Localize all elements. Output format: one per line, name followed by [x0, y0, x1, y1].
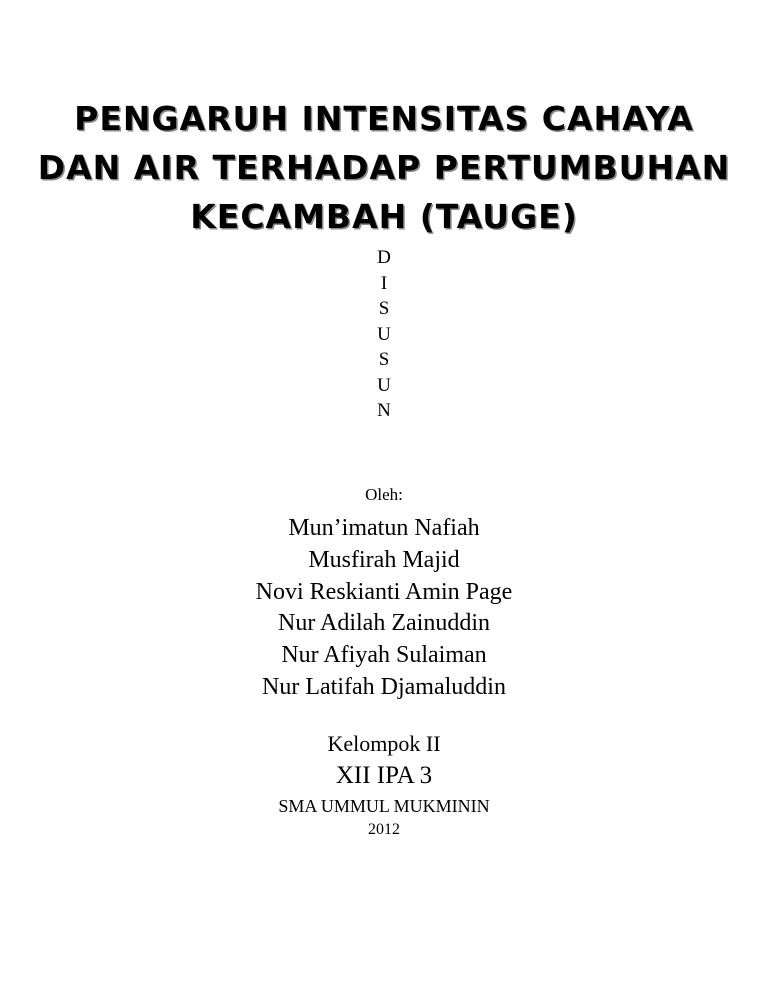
disusun-letter: D — [377, 247, 391, 268]
year-label: 2012 — [368, 821, 400, 838]
author-name: Novi Reskianti Amin Page — [255, 578, 513, 605]
author-name: Nur Adilah Zainuddin — [278, 610, 490, 637]
disusun-letter: S — [378, 349, 390, 370]
group-label: Kelompok II — [327, 731, 441, 756]
disusun-vertical-text — [344, 245, 424, 424]
title-line-1: PENGARUH INTENSITAS CAHAYA — [74, 99, 694, 138]
disusun-letter: I — [380, 272, 388, 294]
author-name: Nur Latifah Djamaluddin — [262, 673, 506, 700]
title-line-2: DAN AIR TERHADAP PERTUMBUHAN — [37, 148, 731, 187]
author-name: Musfirah Majid — [308, 546, 460, 573]
author-name: Nur Afiyah Sulaiman — [281, 642, 487, 669]
class-label: XII IPA 3 — [335, 762, 433, 789]
author-list — [0, 513, 768, 704]
disusun-letter: U — [377, 323, 391, 345]
disusun-letter: S — [378, 298, 390, 319]
school-name: SMA UMMUL MUKMININ — [278, 796, 490, 816]
document-title — [0, 94, 768, 241]
title-line-3: KECAMBAH (TAUGE) — [190, 197, 578, 236]
oleh-label: Oleh: — [365, 485, 403, 504]
disusun-letter: N — [377, 400, 391, 421]
disusun-letter: U — [377, 374, 391, 396]
author-name: Mun’imatun Nafiah — [288, 515, 480, 541]
